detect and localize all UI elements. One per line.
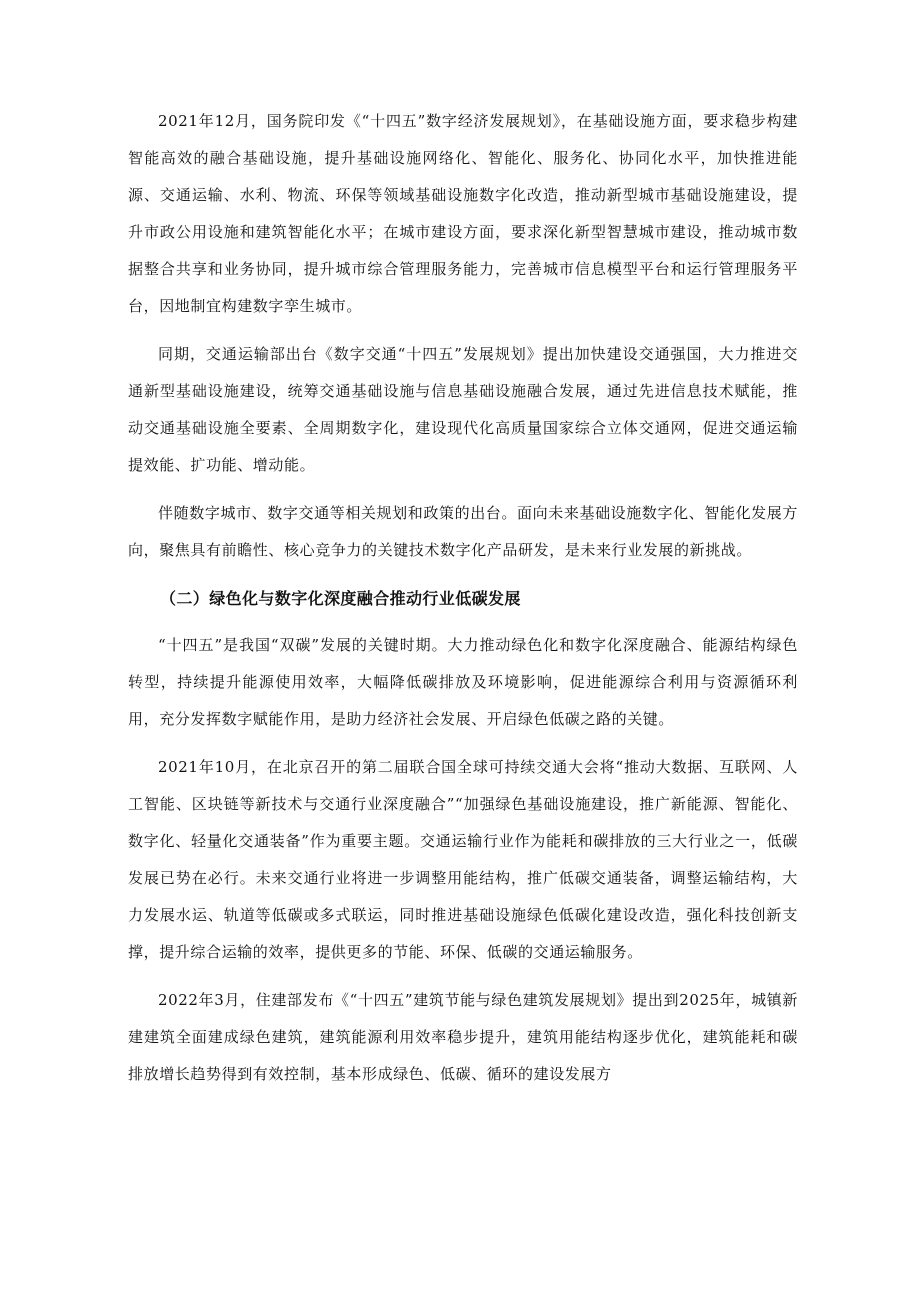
paragraph-digital-economy-plan: 2021年12月，国务院印发《“十四五”数字经济发展规划》，在基础设施方面，要求稳步构建智能高效的融合基础设施，提升基础设施网络化、智能化、服务化、协同化水平，加快推进能源、交通运输、水利、物流、环保等领域基础设施数字化改造，推动新型城市基础设施建设，提升市政公用设施和建筑智能化水平；在城市建设方面，要求深化新型智慧城市建设，推动城市数据整合共享和业务协同，提升城市综合管理服务能力，完善城市信息模型平台和运行管理服务平台，因地制宜构建数字孪生城市。 [128, 112, 798, 315]
paragraph-sustainable-transport-conference: 2021年10月，在北京召开的第二届联合国全球可持续交通大会将“推动大数据、互联网、人工智能、区块链等新技术与交通行业深度融合”“加强绿色基础设施建设，推广新能源、智能化、数字化、轻量化交通装备”作为重要主题。交通运输行业作为能耗和碳排放的三大行业之一，低碳发展已势在必行。未来交通行业将进一步调整用能结构，推广低碳交通装备，调整运输结构，大力发展水运、轨道等低碳或多式联运，同时推进基础设施绿色低碳化建设改造，强化科技创新支撑，提升综合运输的效率，提供更多的节能、环保、低碳的交通运输服务。 [128, 758, 798, 961]
paragraph-future-challenge: 伴随数字城市、数字交通等相关规划和政策的出台。面向未来基础设施数字化、智能化发展方向，聚焦具有前瞻性、核心竞争力的关键技术数字化产品研发，是未来行业发展的新挑战。 [128, 504, 798, 559]
paragraph-dual-carbon: “十四五”是我国“双碳”发展的关键时期。大力推动绿色化和数字化深度融合、能源结构绿色转型，持续提升能源使用效率，大幅降低碳排放及环境影响，促进能源综合利用与资源循环利用，充分发挥数字赋能作用，是助力经济社会发展、开启绿色低碳之路的关键。 [128, 636, 798, 728]
paragraph-digital-transport-plan: 同期，交通运输部出台《数字交通“十四五”发展规划》提出加快建设交通强国，大力推进交通新型基础设施建设，统筹交通基础设施与信息基础设施融合发展，通过先进信息技术赋能，推动交通基础设施全要素、全周期数字化，建设现代化高质量国家综合立体交通网，促进交通运输提效能、扩功能、增动能。 [128, 345, 798, 474]
paragraph-green-building-plan: 2022年3月，住建部发布《“十四五”建筑节能与绿色建筑发展规划》提出到2025年，城镇新建建筑全面建成绿色建筑，建筑能源利用效率稳步提升，建筑用能结构逐步优化，建筑能耗和碳排放增长趋势得到有效控制，基本形成绿色、低碳、循环的建设发展方 [128, 991, 798, 1083]
section-heading: （二）绿色化与数字化深度融合推动行业低碳发展 [160, 589, 521, 608]
document-body [128, 103, 798, 1104]
